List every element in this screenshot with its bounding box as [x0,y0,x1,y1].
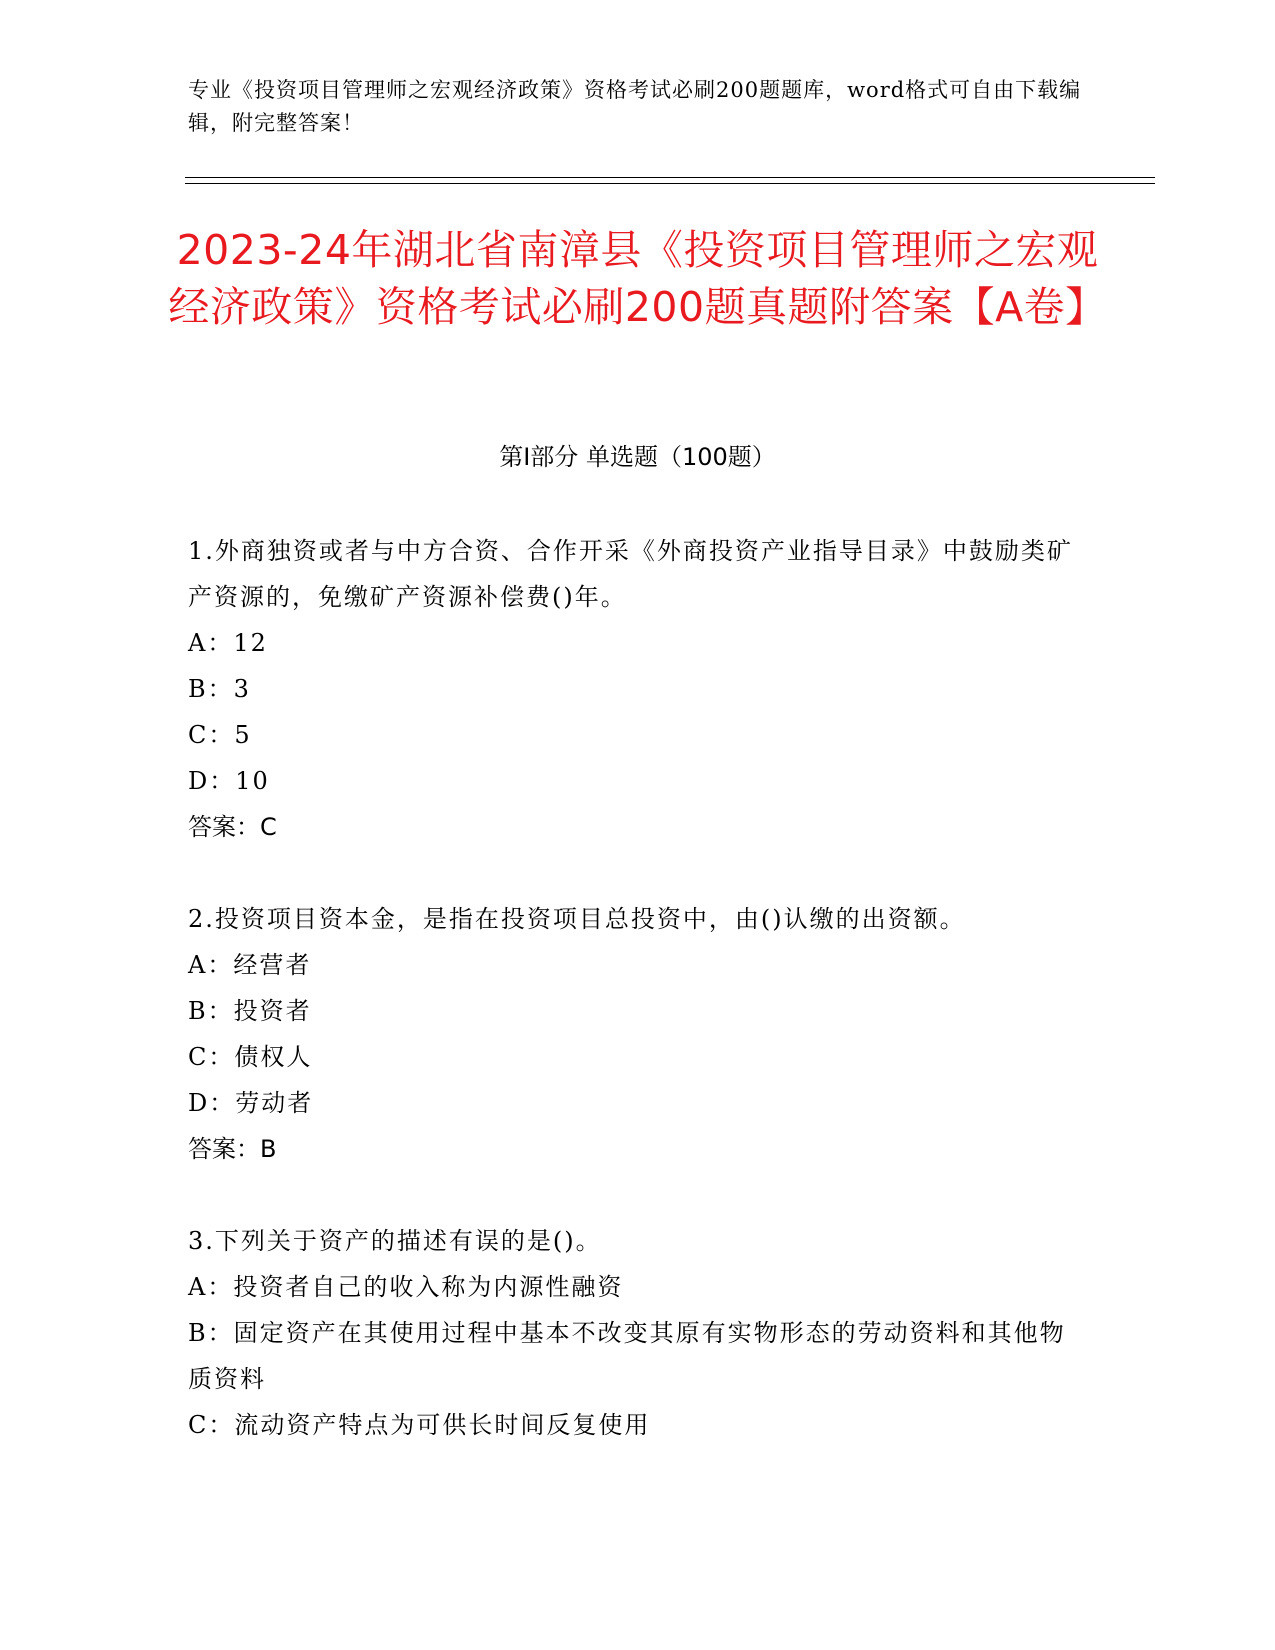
header-divider-top [185,177,1155,178]
option-text: 3 [233,675,251,703]
option-label: C： [188,1043,235,1071]
option-text: 投资者自己的收入称为内源性融资 [233,1273,624,1301]
option-d [188,1080,1078,1126]
option-text: 债权人 [234,1043,313,1071]
question-text: 2.投资项目资本金，是指在投资项目总投资中，由()认缴的出资额。 [188,905,966,933]
option-label: C： [188,721,235,749]
question-text: 1.外商独资或者与中方合资、合作开采《外商投资产业指导目录》中鼓励类矿产资源的，免缴矿产资源补偿费()年。 [188,537,1073,611]
option-text: 10 [235,767,270,795]
question-item [188,1218,1078,1448]
question-item [188,896,1078,1172]
option-label: A： [188,1273,234,1301]
header-note: 专业《投资项目管理师之宏观经济政策》资格考试必刷200题题库，word格式可自由下载编辑，附完整答案！ [188,78,1082,135]
option-text: 12 [233,629,268,657]
option-label: B： [188,997,234,1025]
option-c [188,1034,1078,1080]
option-label: A： [188,629,234,657]
option-label: B： [188,1319,234,1347]
question-list [188,528,1078,1494]
option-label: D： [188,1089,236,1117]
question-item [188,528,1078,850]
answer-line: 答案：C [188,813,277,841]
option-d [188,758,1078,804]
document-title: 2023-24年湖北省南漳县《投资项目管理师之宏观经济政策》资格考试必刷200题真题附答案【A卷】 [168,226,1107,331]
option-label: C： [188,1411,235,1439]
option-text: 投资者 [233,997,312,1025]
option-label: D： [188,767,236,795]
option-label: B： [188,675,234,703]
option-text: 劳动者 [235,1089,314,1117]
header-divider-bottom [185,183,1155,184]
option-text: 5 [234,721,252,749]
option-a [188,620,1078,666]
question-text: 3.下列关于资产的描述有误的是()。 [188,1227,602,1255]
option-text: 固定资产在其使用过程中基本不改变其原有实物形态的劳动资料和其他物质资料 [188,1319,1066,1393]
option-label: A： [188,951,234,979]
option-a [188,1264,1078,1310]
option-b [188,1310,1078,1402]
answer-line: 答案：B [188,1135,277,1163]
option-c [188,712,1078,758]
option-text: 流动资产特点为可供长时间反复使用 [234,1411,651,1439]
option-b [188,666,1078,712]
option-c [188,1402,1078,1448]
option-a [188,942,1078,988]
section-heading: 第I部分 单选题（100题） [499,443,776,471]
option-b [188,988,1078,1034]
option-text: 经营者 [233,951,312,979]
